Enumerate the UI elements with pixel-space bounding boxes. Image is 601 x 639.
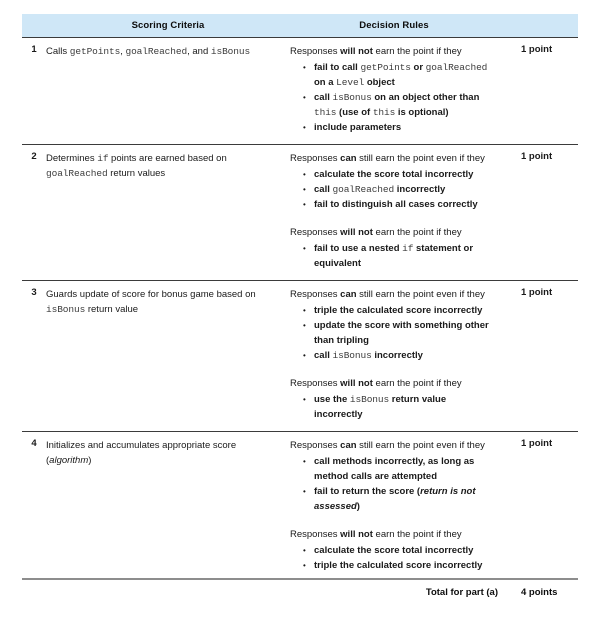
emphasis: can [340, 440, 357, 451]
rules-list-item: • call methods incorrectly, as long as method calls are attempted [305, 454, 492, 484]
rules-list-item: • include parameters [305, 120, 492, 135]
criterion-row [22, 432, 578, 583]
code-token: if [97, 153, 109, 164]
rules-list [290, 543, 492, 573]
code-token: goalReached [125, 46, 188, 57]
total-label: Total for part (a) [425, 587, 498, 598]
rules-list-item: • fail to call getPoints or goalReached on a Level object [305, 60, 492, 90]
rules-list [290, 454, 492, 514]
rules-list-item: • call goalReached incorrectly [305, 182, 492, 197]
criterion-number: 1 [22, 38, 46, 145]
criterion-row [22, 281, 578, 432]
rules-list-item: • fail to distinguish all cases correctly [305, 197, 492, 212]
rules-list [290, 60, 492, 135]
emphasis: will not [340, 227, 373, 238]
rules-list [290, 167, 492, 212]
italic-phrase: return is not assessed [314, 486, 476, 512]
table-header [22, 14, 578, 38]
total-value: 4 points [521, 587, 558, 598]
code-token: getPoints [69, 46, 121, 57]
code-token: Level [336, 77, 365, 88]
italic-phrase: algorithm [49, 455, 89, 466]
rules-list [290, 392, 492, 422]
emphasis: will not [340, 529, 373, 540]
code-token: goalReached [332, 184, 395, 195]
criterion-row [22, 145, 578, 281]
criterion-points: 1 point [498, 38, 578, 145]
criterion-description: Calls getPoints, goalReached, and isBonus [46, 38, 290, 145]
emphasis: can [340, 153, 357, 164]
code-token: goalReached [425, 62, 488, 73]
rules-lead-in: Responses will not earn the point if they [290, 227, 462, 238]
criterion-number: 3 [22, 281, 46, 432]
rules-list-item: • triple the calculated score incorrectly [305, 558, 492, 573]
decision-rules-cell [290, 38, 498, 145]
code-token: isBonus [349, 394, 390, 405]
header-row [22, 14, 578, 38]
criterion-points: 1 point [498, 281, 578, 432]
code-token: goalReached [46, 168, 108, 179]
criterion-row [22, 38, 578, 145]
criterion-description: Guards update of score for bonus game based on isBonus return value [46, 281, 290, 432]
header-decision-rules: Decision Rules [290, 14, 498, 38]
emphasis: can [340, 289, 357, 300]
criterion-points: 1 point [498, 432, 578, 583]
code-token: getPoints [360, 62, 411, 73]
rules-list [290, 303, 492, 363]
rules-list-item: • fail to use a nested if statement or equivalent [305, 241, 492, 271]
decision-rules-cell [290, 145, 498, 281]
rules-list-item: • call isBonus on an object other than this (use of this is optional) [305, 90, 492, 120]
rules-lead-in: Responses can still earn the point even if they [290, 440, 485, 451]
rules-lead-in: Responses will not earn the point if they [290, 378, 462, 389]
rules-list-item: • calculate the score total incorrectly [305, 167, 492, 182]
header-scoring-criteria: Scoring Criteria [46, 14, 290, 38]
rules-list-item: • fail to return the score (return is not assessed) [305, 484, 492, 514]
code-token: this [372, 107, 396, 118]
rules-list-item: • triple the calculated score incorrectly [305, 303, 492, 318]
rules-list-item: • calculate the score total incorrectly [305, 543, 492, 558]
rules-lead-in: Responses will not earn the point if they [290, 529, 462, 540]
emphasis: will not [340, 378, 373, 389]
criterion-description: Initializes and accumulates appropriate score (algorithm) [46, 432, 290, 583]
total-section [22, 578, 578, 598]
code-token: isBonus [332, 92, 372, 103]
rules-list-item: • update the score with something other than tripling [305, 318, 492, 348]
criterion-number: 2 [22, 145, 46, 281]
rules-list [290, 241, 492, 271]
total-row [22, 580, 578, 598]
code-token: isBonus [332, 350, 372, 361]
criterion-points: 1 point [498, 145, 578, 281]
rules-lead-in: Responses will not earn the point if they [290, 46, 462, 57]
rules-lead-in: Responses can still earn the point even if they [290, 289, 485, 300]
code-token: isBonus [210, 46, 251, 57]
decision-rules-cell [290, 281, 498, 432]
rules-lead-in: Responses can still earn the point even if they [290, 153, 485, 164]
code-token: isBonus [46, 304, 86, 315]
header-points [498, 14, 578, 38]
decision-rules-cell [290, 432, 498, 583]
criterion-description: Determines if points are earned based on goalReached return values [46, 145, 290, 281]
rules-list-item: • use the isBonus return value incorrectly [305, 392, 492, 422]
code-token: this [314, 107, 337, 118]
header-number [22, 14, 46, 38]
scoring-rubric-table [22, 14, 578, 582]
code-token: if [402, 243, 414, 254]
table-body [22, 38, 578, 583]
emphasis: will not [340, 46, 373, 57]
criterion-number: 4 [22, 432, 46, 583]
rules-list-item: • call isBonus incorrectly [305, 348, 492, 363]
